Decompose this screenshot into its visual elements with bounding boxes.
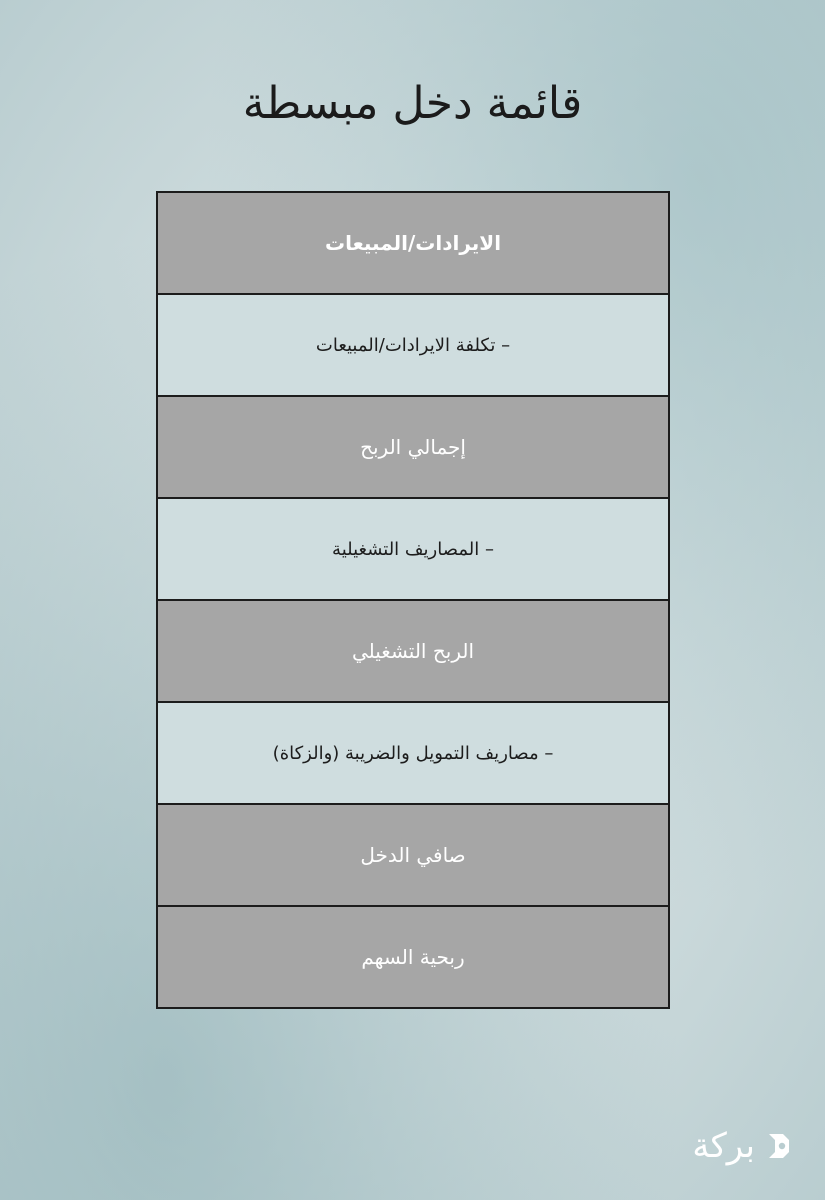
row-cost-of-revenue: – تكلفة الايرادات/المبيعات <box>158 295 668 397</box>
row-operating-profit: الربح التشغيلي <box>158 601 668 703</box>
brand-logo <box>692 1126 795 1166</box>
logo-text: بركة <box>692 1126 755 1166</box>
row-net-income: صافي الدخل <box>158 805 668 907</box>
row-earnings-per-share: ربحية السهم <box>158 907 668 1007</box>
page-title: قائمة دخل مبسطة <box>242 78 583 129</box>
baraka-logo-icon <box>763 1130 795 1162</box>
row-gross-profit: إجمالي الربح <box>158 397 668 499</box>
row-operating-expenses: – المصاريف التشغيلية <box>158 499 668 601</box>
row-financing-tax-expenses: – مصاريف التمويل والضريبة (والزكاة) <box>158 703 668 805</box>
row-revenue: الايرادات/المبيعات <box>158 193 668 295</box>
income-statement-table <box>156 191 670 1009</box>
